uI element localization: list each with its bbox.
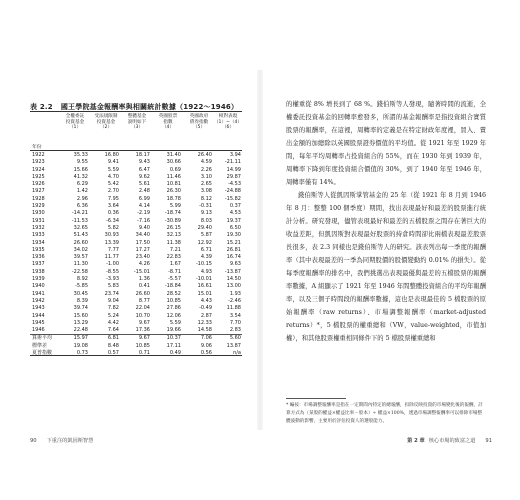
table-cell: 2.96 [76, 195, 88, 202]
table-cell: 15.01 [197, 290, 212, 297]
table-row [30, 174, 242, 181]
table-cell: 29.87 [226, 173, 241, 180]
row-label: 1933 [32, 232, 45, 239]
table-cell: 5.87 [200, 232, 212, 239]
paragraph: 的權重從 8% 增長到了 68 %。錢伯斯等人發現，隨著時間的流逝，全權委託投資基金的回轉率愈發多，所謂的基金報酬率是指投資組合實質股票的報酬率，在這裡，周轉率的定義是在特定財政年度裡，買入、賣出金額的加總除以英國股票證券價值的平均值。從 1921 年至 1929 年間，每年平均周轉率占投資組合的 55%，而在 1930 年到 1939 年，周轉率下降到年度投資組合價值的 30%，到了 1940 年至 1946 年，周轉率僅有 14%。 [286, 101, 486, 186]
row-label: 算術平均 [32, 335, 53, 342]
table-cell: 4.14 [138, 203, 150, 210]
table-cell: 0.56 [200, 350, 212, 357]
table-cell: 6.81 [107, 335, 119, 342]
table-row [30, 291, 242, 298]
table-cell: 29.40 [197, 224, 212, 231]
table-cell: 10.37 [166, 335, 181, 342]
table-cell: 0.71 [138, 350, 150, 357]
table-cell: 3.94 [229, 152, 241, 158]
row-label: 夏普指數 [32, 350, 53, 357]
table-cell: 19.37 [226, 217, 241, 224]
table-row [30, 327, 242, 334]
row-label: 1924 [32, 166, 45, 173]
table-cell: 7.21 [169, 246, 181, 253]
table-cell: -15.82 [224, 195, 241, 202]
table-row [30, 313, 242, 320]
table-bottom-rule [30, 355, 242, 356]
column-header [60, 114, 90, 131]
table-cell: 6.36 [76, 203, 88, 210]
table-cell: 10.70 [135, 312, 150, 319]
table-cell: 9.67 [138, 319, 150, 326]
table-cell: 39.74 [73, 305, 88, 312]
table-cell: 11.77 [104, 254, 119, 261]
table-cell: -6.34 [106, 217, 119, 224]
table-row [30, 247, 242, 254]
summary-row [30, 334, 242, 342]
table-cell: 5.60 [229, 335, 241, 342]
table-cell: 5.61 [138, 181, 150, 188]
table-cell: 27.86 [166, 305, 181, 312]
table-cell: 34.40 [135, 232, 150, 239]
table-cell: -7.16 [137, 217, 150, 224]
column-header-line: 英國政府 [189, 114, 209, 119]
table-row [30, 218, 242, 225]
row-label: 1931 [32, 217, 45, 224]
table-cell: -2.46 [228, 297, 241, 304]
table-row [30, 210, 242, 217]
left-folio [30, 437, 93, 444]
column-header [122, 114, 152, 131]
table-cell: 13.39 [104, 239, 119, 246]
table-cell: 4.42 [107, 319, 119, 326]
row-label: 1944 [32, 312, 45, 319]
table-cell: 30.45 [73, 290, 88, 297]
table-cell: 13.00 [226, 283, 241, 290]
table-cell: 5.24 [107, 312, 119, 319]
table-number: 表 2.2 [30, 103, 53, 111]
table-cell: 23.40 [135, 254, 150, 261]
table-cell: 2.26 [200, 166, 212, 173]
table-cell: 13.87 [226, 342, 241, 349]
column-header-line: （4） [161, 125, 175, 131]
column-header-line: 投資基金 [96, 119, 116, 125]
row-label: 1939 [32, 276, 45, 283]
table-cell: 28.52 [166, 290, 181, 297]
table-cell: 5.59 [107, 166, 119, 173]
row-label: 1942 [32, 297, 45, 304]
row-label: 1925 [32, 173, 45, 180]
table-cell: 7.64 [107, 327, 119, 334]
table-cell: 4.43 [200, 297, 212, 304]
table-cell: -15.01 [133, 268, 150, 275]
right-page-number: 91 [485, 438, 492, 444]
column-header-line: 相對表現 [218, 114, 238, 119]
table-cell: -8.71 [168, 268, 181, 275]
summary-row [30, 350, 242, 357]
table-cell: 19.66 [166, 327, 181, 334]
table-cell: 30.66 [166, 159, 181, 166]
column-header-line: 英國股票 [158, 114, 178, 119]
table-cell: 8.03 [200, 217, 212, 224]
table-cell: 14.50 [226, 276, 241, 283]
table-cell: 19.08 [73, 342, 88, 349]
row-label: 1941 [32, 290, 45, 297]
table-row [30, 196, 242, 203]
table-cell: 11.38 [166, 239, 181, 246]
column-header-line: 債券指數 [189, 119, 209, 125]
column-header-line: 全權委託 [65, 114, 85, 119]
table-cell: n/a [233, 350, 241, 357]
year-column-label: 年份 [32, 145, 42, 150]
row-label: 1940 [32, 283, 45, 290]
paragraph: 錢伯斯等人從凱因斯掌管基金的 25 年（從 1921 年 8 月到 1946 年 8 月：整整 100 個季度）期間，找出表現最好和最差的股票進行統計分析。研究發現，儘管表現最好和最差的五檔股票之間存在著巨大的收益差距，但凱因斯對表現最好股票的持倉時間卻比兩檔表現最差股票長很多，表 2.3 同樣也是錢伯斯等人的研究。該表列出每一季度的報酬率（其中表現最差的一季為同期股價的股價變動約 0.01% 的損失）。從每季度報酬率的排名中，我們挑選出表現最優與最差的五檔股票的報酬率數據，A 組顯示了 1921 年至 1946 年間整體投資組合的平均年報酬率，以及三個子時間段的報酬率數據，這也是表現最佳的 5 檔股票的原始報酬率（raw returns）、市場調整報酬率（market-adjusted returns）*，5 檔股票的權重總和（VW，value-weighted，市值加權），和其他股票權重相同條件下的 5 檔股票權重總和 [286, 192, 486, 342]
table-cell: 26.15 [166, 224, 181, 231]
table-cell: 5.99 [169, 203, 181, 210]
table-cell: -24.88 [224, 188, 241, 195]
table-cell: 2.48 [138, 188, 150, 195]
table-cell: 9.55 [76, 159, 88, 166]
column-header-line: （6） [221, 125, 235, 131]
table-cell: 22.83 [166, 254, 181, 261]
table-row [30, 181, 242, 188]
table-cell: 12.33 [197, 319, 212, 326]
table-cell: 26.40 [197, 152, 212, 158]
row-label: 1943 [32, 305, 45, 312]
table-cell: 7.06 [200, 335, 212, 342]
table-body [30, 152, 242, 357]
column-header [184, 114, 214, 131]
footnote: * 編按：市場調整報酬率是指在一定期間內特定的總報酬，扣除反映投資的市場變化後的報酬，計算方式為（某股的權益×權益比率－股本）÷ 權益×100%，透過市場調整報酬率可以排除市場整體波動的影響，主要用於評估投資人的選股能力。 [286, 403, 483, 424]
table-cell: 2.83 [229, 327, 241, 334]
table-cell: 6.99 [138, 195, 150, 202]
table-cell: 13.29 [73, 319, 88, 326]
column-header [213, 114, 243, 131]
table-cell: 5.83 [107, 283, 119, 290]
table-cell: 0.69 [169, 166, 181, 173]
table-cell: 4.53 [229, 210, 241, 217]
table-cell: 15.66 [73, 166, 88, 173]
row-label: 1929 [32, 203, 45, 210]
table-cell: 11.30 [73, 261, 88, 268]
table-cell: -22.58 [71, 268, 88, 275]
table-cell: 5.42 [107, 181, 119, 188]
table-cell: -5.85 [75, 283, 88, 290]
table-cell: 39.57 [73, 254, 88, 261]
table-cell: 30.93 [104, 232, 119, 239]
table-cell: 7.77 [107, 246, 119, 253]
table-cell: 5.82 [107, 224, 119, 231]
table-cell: 17.11 [166, 342, 181, 349]
table-cell: 1.36 [138, 276, 150, 283]
row-label: 1932 [32, 224, 45, 231]
table-cell: -0.49 [199, 305, 212, 312]
chapter-label: 第 2 章 [407, 438, 425, 444]
table-cell: 8.39 [76, 297, 88, 304]
table-cell: 10.85 [135, 342, 150, 349]
table-cell: -18.74 [164, 210, 181, 217]
table-cell: -0.31 [199, 203, 212, 210]
table-row [30, 152, 242, 159]
table-row [30, 240, 242, 247]
table-cell: 16.80 [104, 152, 119, 158]
table-cell: 8.77 [138, 297, 150, 304]
table-cell: 1.93 [229, 290, 241, 297]
table-cell: 9.62 [138, 173, 150, 180]
table-cell: -18.84 [164, 283, 181, 290]
table-cell: 9.04 [107, 297, 119, 304]
table-cell: 3.10 [200, 173, 212, 180]
table-cell: 0.41 [138, 283, 150, 290]
column-header [91, 114, 121, 131]
table-cell: 16.74 [226, 254, 241, 261]
table-cell: -3.93 [106, 276, 119, 283]
table-cell: 3.54 [229, 312, 241, 319]
table-cell: 11.88 [226, 305, 241, 312]
table-row [30, 254, 242, 261]
table-cell: 15.97 [73, 335, 88, 342]
table-cell: 12.92 [197, 239, 212, 246]
table-cell: 3.64 [107, 203, 119, 210]
row-label: 1927 [32, 188, 45, 195]
column-header-line: （5） [192, 125, 206, 131]
row-label: 1922 [32, 152, 45, 158]
table-cell: 51.43 [73, 232, 88, 239]
table-cell: 5.59 [169, 319, 181, 326]
table-cell: 41.32 [73, 173, 88, 180]
table-cell: 34.02 [73, 246, 88, 253]
table-cell: 9.63 [229, 261, 241, 268]
table-cell: -1.00 [106, 261, 119, 268]
table-cell: 3.08 [200, 188, 212, 195]
body-text [286, 98, 486, 345]
table-cell: 15.21 [226, 239, 241, 246]
column-header-line: 整體基金 [127, 114, 147, 119]
summary-row [30, 343, 242, 350]
table-cell: 0.57 [107, 350, 119, 357]
table-cell: 17.50 [135, 239, 150, 246]
table-cell: 12.06 [166, 312, 181, 319]
table-cell: 10.85 [166, 297, 181, 304]
table-row [30, 203, 242, 210]
table-cell: 9.13 [200, 210, 212, 217]
table-cell: -13.87 [224, 268, 241, 275]
table-cell: 9.41 [107, 159, 119, 166]
table-cell: 9.40 [138, 224, 150, 231]
table-cell: 2.70 [107, 188, 119, 195]
table-cell: 23.74 [104, 290, 119, 297]
column-header-line: 指數 [163, 119, 173, 125]
table-cell: 1.42 [76, 188, 88, 195]
table-cell: 8.12 [200, 195, 212, 202]
table-cell: 9.43 [138, 159, 150, 166]
table-row [30, 232, 242, 239]
table-cell: 9.67 [138, 335, 150, 342]
column-header-line: 投資基金 [65, 119, 85, 125]
column-header-line: （3） [130, 125, 144, 131]
table-cell: -8.55 [106, 268, 119, 275]
table-header-rule [30, 150, 242, 151]
table-cell: 4.26 [138, 261, 150, 268]
row-label: 1923 [32, 159, 45, 166]
table-cell: 4.93 [200, 268, 212, 275]
table-cell: 8.48 [107, 342, 119, 349]
table-row [30, 261, 242, 268]
table-cell: 9.06 [200, 342, 212, 349]
table-cell: 22.48 [73, 327, 88, 334]
table-cell: 17.27 [135, 246, 150, 253]
table-cell: 19.30 [226, 232, 241, 239]
table-cell: 6.29 [76, 181, 88, 188]
table-cell: 26.81 [226, 246, 241, 253]
table-cell: 6.47 [138, 166, 150, 173]
row-label: 1934 [32, 239, 45, 246]
table-cell: 4.39 [200, 254, 212, 261]
table-cell: 15.60 [73, 312, 88, 319]
column-header-line: （1）−（4） [213, 119, 243, 125]
table-cell: 0.36 [107, 210, 119, 217]
table-row [30, 159, 242, 166]
table-row [30, 276, 242, 283]
table-cell: 18.17 [135, 152, 150, 158]
row-label: 1926 [32, 181, 45, 188]
right-folio [370, 437, 492, 444]
table-row [30, 283, 242, 290]
row-label: 1936 [32, 254, 45, 261]
column-header-line: 說明如下 [127, 119, 147, 125]
table-cell: 4.59 [200, 159, 212, 166]
row-label: 1937 [32, 261, 45, 268]
footnote-rule [286, 398, 346, 399]
table-cell: 4.70 [107, 173, 119, 180]
table-row [30, 225, 242, 232]
table-cell: 32.65 [73, 224, 88, 231]
table-cell: -2.19 [137, 210, 150, 217]
row-label: 1930 [32, 210, 45, 217]
row-label: 1938 [32, 268, 45, 275]
table-cell: -14.21 [71, 210, 88, 217]
table-cell: 18.78 [166, 195, 181, 202]
row-label: 1945 [32, 319, 45, 326]
table-top-rule [30, 111, 242, 112]
row-label: 1946 [32, 327, 45, 334]
table-cell: 6.50 [229, 224, 241, 231]
table-cell: -5.57 [168, 276, 181, 283]
table-cell: 17.36 [135, 327, 150, 334]
table-row [30, 167, 242, 174]
right-running-title: 核心市場的致富之道 [428, 438, 476, 444]
table-cell: -11.53 [71, 217, 88, 224]
table-cell: 0.37 [229, 203, 241, 210]
table-cell: 1.67 [169, 261, 181, 268]
table-row [30, 320, 242, 327]
table-row [30, 298, 242, 305]
table-cell: 31.40 [166, 152, 181, 158]
table-cell: 2.65 [200, 181, 212, 188]
table-cell: 11.46 [166, 173, 181, 180]
left-running-title: 下重注的凱因斯智慧 [46, 438, 94, 444]
row-label: 1935 [32, 246, 45, 253]
table-cell: 26.60 [73, 239, 88, 246]
column-header [153, 114, 183, 131]
table-title: 國王學院基金報酬率與相關統計數據（1922～1946） [60, 103, 239, 111]
column-header-line: （2） [99, 125, 113, 131]
table-cell: 6.71 [200, 246, 212, 253]
table-cell: 14.99 [226, 166, 241, 173]
column-header-line: 受法規限制 [94, 114, 118, 119]
table-cell: -4.53 [228, 181, 241, 188]
table-cell: -10.01 [195, 276, 212, 283]
table-cell: 26.30 [166, 188, 181, 195]
table-cell: -30.89 [164, 217, 181, 224]
table-row [30, 188, 242, 195]
table-cell: 22.04 [135, 305, 150, 312]
row-label: 標準差 [32, 342, 48, 349]
table-cell: 0.49 [169, 350, 181, 357]
table-row [30, 269, 242, 276]
column-header-line: （1） [68, 125, 82, 131]
row-label: 1928 [32, 195, 45, 202]
table-cell: 32.13 [166, 232, 181, 239]
table-cell: 8.92 [76, 276, 88, 283]
table-cell: -21.11 [224, 159, 241, 166]
table-cell: 2.87 [200, 312, 212, 319]
table-row [30, 305, 242, 312]
table-cell: -10.15 [195, 261, 212, 268]
table-cell: 7.95 [107, 195, 119, 202]
table-cell: 16.61 [197, 283, 212, 290]
table-cell: 26.60 [135, 290, 150, 297]
table-cell: 35.33 [73, 152, 88, 158]
left-page-number: 90 [30, 438, 37, 444]
table-cell: 14.58 [197, 327, 212, 334]
table-cell: 10.81 [166, 181, 181, 188]
table-cell: 7.82 [107, 305, 119, 312]
table-cell: 7.70 [229, 319, 241, 326]
table-cell: 0.73 [76, 350, 88, 357]
